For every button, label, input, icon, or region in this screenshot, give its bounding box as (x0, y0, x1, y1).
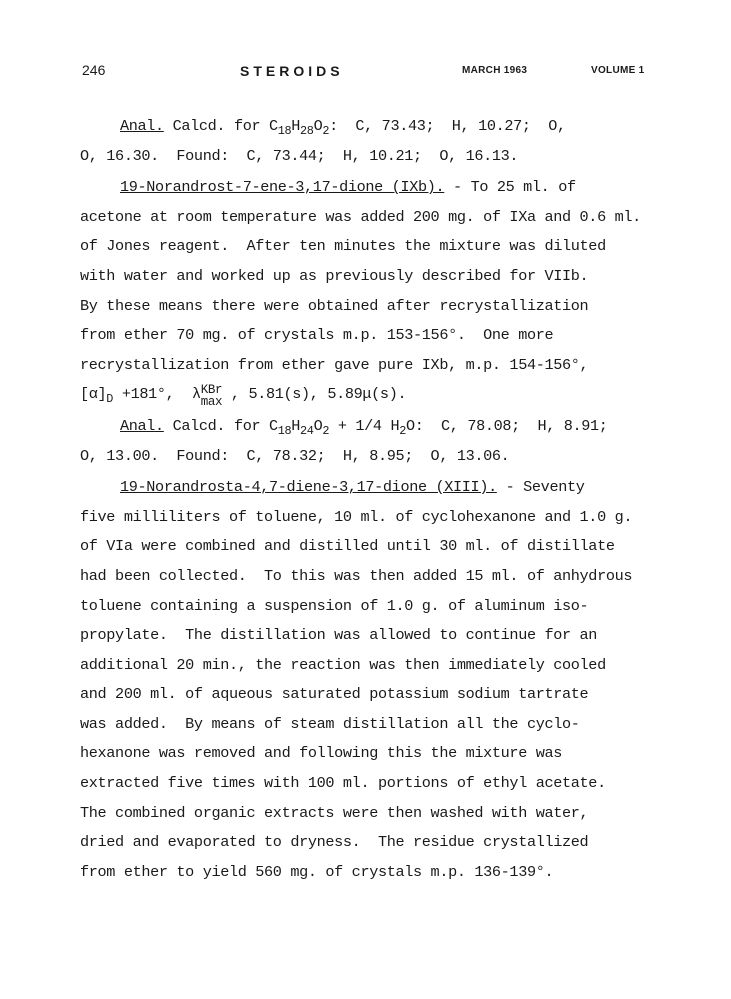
text-line: was added. By means of steam distillation all the cyclo- (80, 714, 580, 733)
text-line: from ether 70 mg. of crystals m.p. 153-156°. One more (80, 326, 554, 345)
text-line: toluene containing a suspension of 1.0 g. of aluminum iso- (80, 596, 589, 615)
compound-title: 19-Norandrosta-4,7-diene-3,17-dione (XIII). (120, 478, 497, 497)
text-line: hexanone was removed and following this the mixture was (80, 744, 563, 763)
volume-label: VOLUME 1 (591, 65, 645, 76)
analysis-line: Anal. Calcd. for $C_{18}H_{24}O_2 + 1/4$ $H_2O$: C, 78.08; H, 8.91; (120, 416, 608, 438)
text-line: recrystallization from ether gave pure IXb, m.p. 154-156°, (80, 355, 589, 374)
text-line: propylate. The distillation was allowed to continue for an (80, 626, 598, 645)
document-body (80, 112, 720, 887)
text-line: additional 20 min., the reaction was then immediately cooled (80, 655, 606, 674)
compound-title: 19-Norandrost-7-ene-3,17-dione (IXb). (120, 178, 445, 197)
text-line: five milliliters of toluene, 10 ml. of cyclohexanone and 1.0 g. (80, 507, 633, 526)
text-line: with water and worked up as previously described for VIIb. (80, 266, 589, 285)
text-line: O, 13.00. Found: C, 78.32; H, 8.95; O, 13.06. (80, 446, 510, 465)
anal-label: Anal. (120, 416, 164, 435)
text-line: The combined organic extracts were then washed with water, (80, 803, 589, 822)
analysis-line: Anal. Calcd. for $C_{18}H_{28}O_2$: C, 73.43; H, 10.27; O, (120, 117, 566, 139)
compound-heading-line: 19-Norandrosta-4,7-diene-3,17-dione (XIII). - Seventy (120, 478, 585, 497)
kbr-max-label: KBr max (200, 383, 223, 410)
anal-label: Anal. (120, 117, 164, 135)
text-line: dried and evaporated to dryness. The residue crystallized (80, 833, 589, 852)
journal-title: STEROIDS (240, 63, 344, 79)
page-header (0, 62, 731, 84)
page-number: 246 (82, 62, 106, 78)
text-line: had been collected. To this was then added 15 ml. of anhydrous (80, 566, 633, 585)
text-line: of VIa were combined and distilled until 30 ml. of distillate (80, 537, 615, 556)
rotation-ir-line: $[\alpha]_D +181^\circ$, λ KBr max , 5.81(s), 5.89μ(s). (80, 383, 407, 410)
text-line: extracted five times with 100 ml. portions of ethyl acetate. (80, 774, 606, 793)
text-line: By these means there were obtained after recrystallization (80, 296, 589, 315)
text-line: acetone at room temperature was added 200 mg. of IXa and 0.6 ml. (80, 207, 641, 226)
text-line: and 200 ml. of aqueous saturated potassium sodium tartrate (80, 685, 589, 704)
text-line: O, 16.30. Found: C, 73.44; H, 10.21; O, 16.13. (80, 146, 519, 165)
text-line: of Jones reagent. After ten minutes the mixture was diluted (80, 237, 606, 256)
issue-date: MARCH 1963 (462, 65, 528, 76)
text-line: from ether to yield 560 mg. of crystals m.p. 136-139°. (80, 862, 554, 881)
compound-heading-line: 19-Norandrost-7-ene-3,17-dione (IXb). - To 25 ml. of (120, 178, 576, 197)
